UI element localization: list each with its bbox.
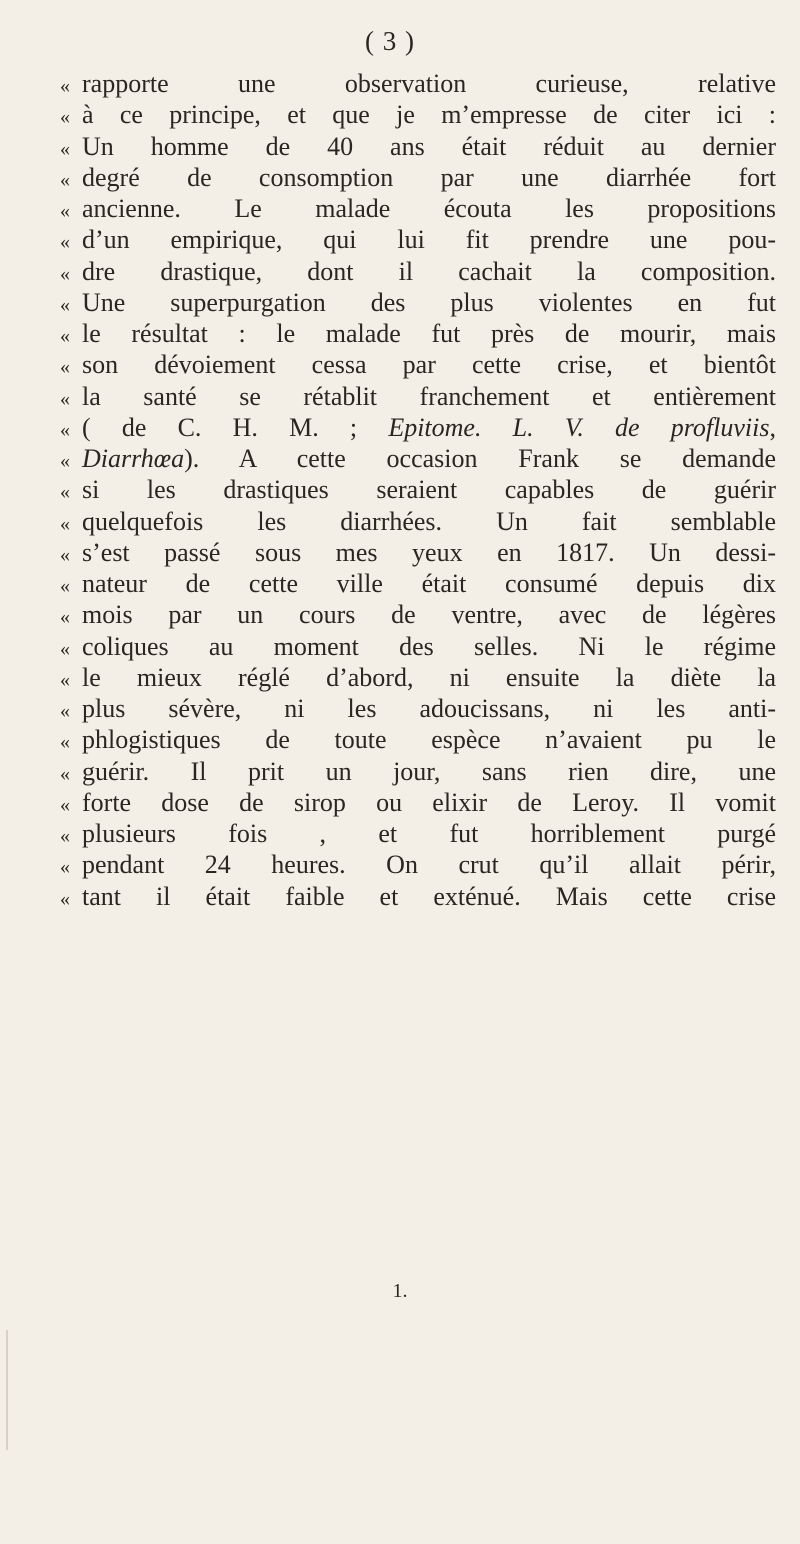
guillemet: « bbox=[60, 700, 70, 722]
line-text: s’est passé sous mes yeux en 1817. Un dessi- bbox=[82, 537, 776, 567]
text-line bbox=[60, 256, 776, 287]
text-line bbox=[60, 849, 776, 880]
text-line bbox=[60, 349, 776, 380]
text-line bbox=[60, 537, 776, 568]
line-text-citation bbox=[82, 412, 776, 443]
line-text: coliques au moment des selles. Ni le régime bbox=[82, 631, 776, 661]
text-line bbox=[60, 724, 776, 755]
guillemet: « bbox=[60, 825, 70, 847]
guillemet: « bbox=[60, 887, 70, 910]
guillemet: « bbox=[60, 856, 70, 879]
line-text: phlogistiques de toute espèce n’avaient pu le bbox=[82, 725, 776, 755]
guillemet: « bbox=[60, 418, 70, 441]
guillemet: « bbox=[60, 575, 70, 597]
page-number: ( 3 ) bbox=[365, 26, 415, 56]
text-line bbox=[60, 787, 776, 818]
text-line bbox=[60, 506, 776, 537]
guillemet: « bbox=[60, 356, 70, 379]
guillemet: « bbox=[60, 543, 70, 566]
text-line bbox=[60, 756, 776, 787]
text-line bbox=[60, 412, 776, 443]
guillemet: « bbox=[60, 231, 70, 254]
line-text: son dévoiement cessa par cette crise, et bientôt bbox=[82, 350, 776, 380]
text-line bbox=[60, 224, 776, 255]
guillemet: « bbox=[60, 387, 70, 410]
text-line bbox=[60, 193, 776, 224]
line-text: si les drastiques seraient capables de guérir bbox=[82, 475, 776, 505]
line-text: dre drastique, dont il cachait la composition. bbox=[82, 256, 776, 286]
line-text: pendant 24 heures. On crut qu’il allait périr, bbox=[82, 850, 776, 880]
line-text: Un homme de 40 ans était réduit au dernier bbox=[82, 131, 776, 161]
line-text: guérir. Il prit un jour, sans rien dire, une bbox=[82, 756, 776, 786]
line-text: tant il était faible et exténué. Mais cette crise bbox=[82, 881, 776, 911]
signature-mark: 1. bbox=[392, 1280, 408, 1302]
line-text: à ce principe, et que je m’empresse de citer ici : bbox=[82, 100, 776, 130]
guillemet: « bbox=[60, 793, 70, 816]
text-line bbox=[60, 381, 776, 412]
guillemet: « bbox=[60, 106, 70, 129]
text-line bbox=[60, 599, 776, 630]
guillemet: « bbox=[60, 325, 70, 347]
guillemet: « bbox=[60, 731, 70, 754]
text-line bbox=[60, 99, 776, 130]
guillemet: « bbox=[60, 512, 70, 535]
text-line bbox=[60, 443, 776, 474]
guillemet: « bbox=[60, 668, 70, 691]
line-text: rapporte une observation curieuse, relative bbox=[82, 69, 776, 98]
line-text: la santé se rétablit franchement et entièrement bbox=[82, 381, 776, 411]
text-line bbox=[60, 318, 776, 349]
citation-title: Epitome. L. V. de profluviis bbox=[388, 412, 770, 442]
text-line bbox=[60, 881, 776, 912]
text-line bbox=[60, 693, 776, 724]
line-text: Une superpurgation des plus violentes en fut bbox=[82, 287, 776, 317]
text-line bbox=[60, 474, 776, 505]
text-line bbox=[60, 662, 776, 693]
line-text: le mieux réglé d’abord, ni ensuite la diète la bbox=[82, 662, 776, 692]
line-text: ancienne. Le malade écouta les propositions bbox=[82, 194, 776, 223]
guillemet: « bbox=[60, 606, 70, 629]
citation-prefix: ( de C. H. M. ; bbox=[82, 412, 389, 442]
text-line bbox=[60, 287, 776, 318]
page-edge-shadow bbox=[6, 1330, 8, 1450]
citation-subtitle: Diarrhœa bbox=[82, 444, 185, 473]
text-line bbox=[60, 131, 776, 162]
line-text-citation bbox=[82, 443, 776, 474]
guillemet: « bbox=[60, 637, 70, 660]
guillemet: « bbox=[60, 137, 70, 160]
line-text: mois par un cours de ventre, avec de légères bbox=[82, 600, 776, 630]
line-text: nateur de cette ville était consumé depuis dix bbox=[82, 569, 776, 598]
text-line bbox=[60, 631, 776, 662]
text-line bbox=[60, 818, 776, 849]
guillemet: « bbox=[60, 450, 70, 472]
citation-continuation: ). A cette occasion Frank se demande bbox=[184, 444, 776, 473]
line-text: quelquefois les diarrhées. Un fait semblable bbox=[82, 506, 776, 536]
line-text: forte dose de sirop ou elixir de Leroy. Il vomit bbox=[82, 787, 776, 817]
guillemet: « bbox=[60, 75, 70, 97]
line-text: degré de consomption par une diarrhée fort bbox=[82, 162, 776, 192]
citation-suffix: , bbox=[769, 412, 776, 442]
line-text: d’un empirique, qui lui fit prendre une pou- bbox=[82, 225, 776, 255]
guillemet: « bbox=[60, 168, 70, 191]
text-line bbox=[60, 162, 776, 193]
guillemet: « bbox=[60, 262, 70, 285]
text-line bbox=[60, 568, 776, 599]
text-line bbox=[60, 68, 776, 99]
guillemet: « bbox=[60, 762, 70, 785]
line-text: plusieurs fois , et fut horriblement purgé bbox=[82, 819, 776, 848]
guillemet: « bbox=[60, 481, 70, 504]
line-text: le résultat : le malade fut près de mourir, mais bbox=[82, 319, 776, 348]
guillemet: « bbox=[60, 200, 70, 222]
body-text bbox=[60, 68, 776, 912]
line-text: plus sévère, ni les adoucissans, ni les anti- bbox=[82, 694, 776, 723]
guillemet: « bbox=[60, 293, 70, 316]
